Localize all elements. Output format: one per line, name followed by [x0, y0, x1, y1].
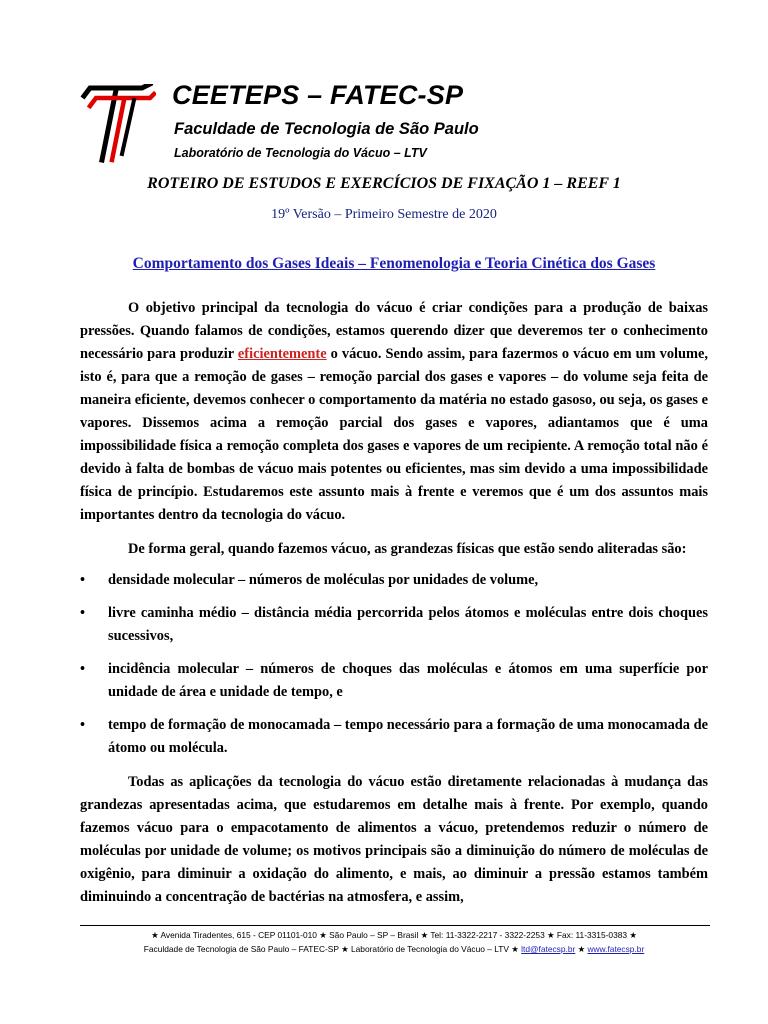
footer-separator: ★: [575, 944, 588, 954]
list-item-text: livre caminha médio – distância média percorrida pelos átomos e moléculas entre dois choques sucessivos,: [108, 605, 708, 644]
paragraph-2: De forma geral, quando fazemos vácuo, as grandezas físicas que estão sendo aliteradas são:: [128, 541, 687, 557]
bullet-icon: •: [80, 605, 86, 621]
list-item: [80, 602, 708, 648]
list-item: [80, 569, 708, 592]
footer-address: ★ Avenida Tiradentes, 615 - CEP 01101-010 ★ São Paulo – SP – Brasil ★ Tel: 11-3322-2217 - 3322-2253 ★ Fax: 11-3315-0383 ★: [151, 930, 637, 940]
faculty-name: Faculdade de Tecnologia de São Paulo: [174, 120, 479, 138]
email-link[interactable]: ltd@fatecsp.br: [521, 944, 576, 954]
document-body: [80, 297, 708, 909]
highlight-word: eficientemente: [237, 346, 327, 362]
list-item-text: incidência molecular – números de choques das moléculas e átomos em uma superfície por unidade de área e unidade de tempo, e: [108, 661, 708, 700]
website-link[interactable]: www.fatecsp.br: [587, 944, 645, 954]
bullet-icon: •: [80, 572, 86, 588]
section-title: Comportamento dos Gases Ideais – Fenomenologia e Teoria Cinética dos Gases: [132, 255, 656, 272]
list-item: [80, 658, 708, 704]
list-item-text: tempo de formação de monocamada – tempo necessário para a formação de uma monocamada de átomo ou molécula.: [108, 717, 708, 756]
lab-name: Laboratório de Tecnologia do Vácuo – LTV: [174, 146, 427, 160]
paragraph-1: [80, 297, 708, 527]
org-title: CEETEPS – FATEC-SP: [172, 80, 464, 110]
paragraph-1-end: o vácuo. Sendo assim, para fazermos o vácuo em um volume, isto é, para que a remoção de gases – remoção parcial dos gases e vapores – do volume seja feita de maneira eficiente, devemos conhecer o comportamento da matéria no estado gasoso, ou seja, os gases e vapores. Dissemos acima a remoção parcial dos gases e vapores, adiantamos que é uma impossibilidade física a remoção completa dos gases e vapores de um recipiente. A remoção total não é devido à falta de bombas de vácuo mais potentes ou eficientes, mas sim devido a uma impossibilidade física de princípio. Estudaremos este assunto mais à frente e veremos que é um dos assuntos mais importantes dentro da tecnologia do vácuo.: [80, 346, 708, 523]
paragraph-3: Todas as aplicações da tecnologia do vácuo estão diretamente relacionadas à mudança das grandezas apresentadas acima, que estudaremos em detalhe mais à frente. Por exemplo, quando fazemos vácuo para o empacotamento de alimentos a vácuo, pretendemos reduzir o número de moléculas por unidade de volume; os motivos principais são a diminuição do número de moléculas de oxigênio, para diminuir a oxidação do alimento, e mais, ao diminuir a pressão estamos também diminuindo a concentração de bactérias na atmosfera, e assim,: [80, 774, 708, 905]
bullet-icon: •: [80, 661, 86, 677]
fatec-logo: [80, 84, 156, 164]
footer-divider: [80, 925, 710, 926]
document-heading: ROTEIRO DE ESTUDOS E EXERCÍCIOS DE FIXAÇÃO 1 – REEF 1: [147, 175, 621, 192]
footer-institution: Faculdade de Tecnologia de São Paulo – FATEC-SP ★ Laboratório de Tecnologia do Vácuo – LTV ★: [143, 944, 522, 954]
footer-contact: [0, 944, 768, 954]
paragraph-1-start: O objetivo principal da tecnologia do vácuo é criar condições para a produção de baixas pressões. Quando falamos de condições, estamos querendo dizer que deveremos ter o conhecimento necessário para produzir: [80, 300, 708, 362]
version-line: 19º Versão – Primeiro Semestre de 2020: [271, 207, 497, 222]
bullet-icon: •: [80, 717, 86, 733]
bullet-list: [80, 569, 708, 760]
list-item-text: densidade molecular – números de moléculas por unidades de volume,: [108, 572, 539, 588]
list-item: [80, 714, 708, 760]
